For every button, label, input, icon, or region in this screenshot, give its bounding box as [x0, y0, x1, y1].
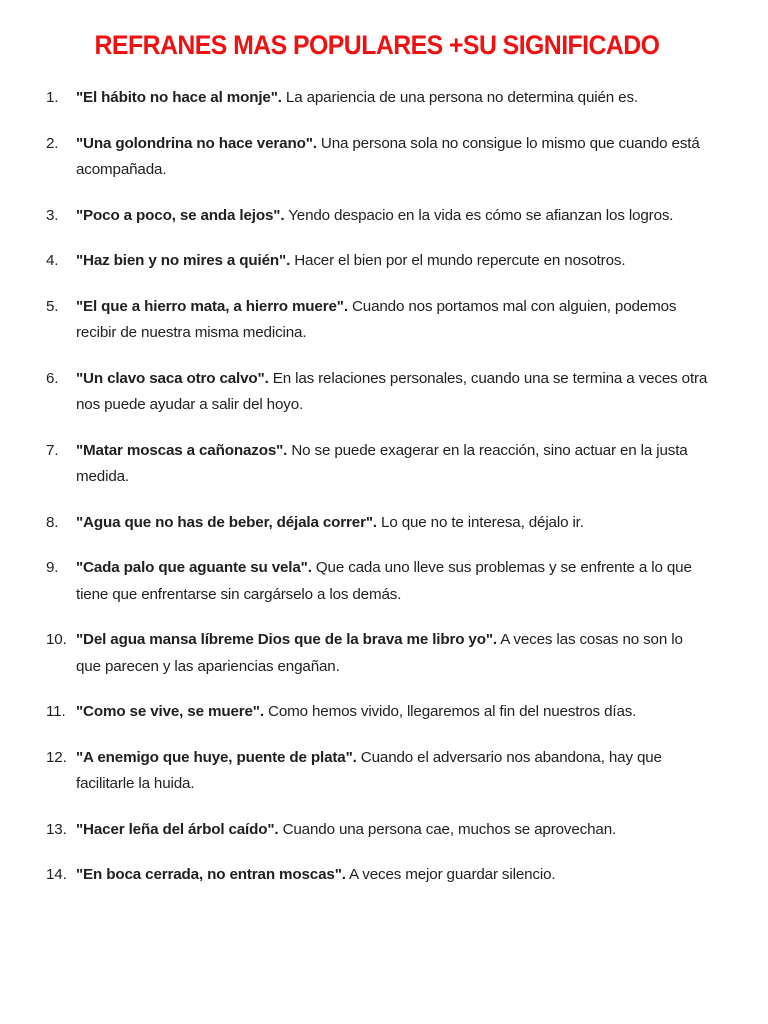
saying-text: "A enemigo que huye, puente de plata". — [76, 748, 357, 766]
meaning-text: Lo que no te interesa, déjalo ir. — [376, 513, 584, 531]
meaning-text: En las relaciones personales, cuando una se termina a veces otra nos puede ayudar a salir del hoyo. — [76, 369, 708, 413]
item-number: 10. — [46, 631, 67, 648]
item-number: 11. — [46, 703, 66, 720]
list-item — [46, 745, 708, 798]
saying-text: "Una golondrina no hace verano". — [76, 134, 317, 152]
saying-text: "En boca cerrada, no entran moscas". — [76, 866, 346, 883]
item-number: 4. — [46, 252, 59, 269]
saying-text: "Agua que no has de beber, déjala correr". — [76, 513, 377, 531]
list-item — [46, 203, 708, 230]
meaning-text: Yendo despacio en la vida es cómo se afianzan los logros. — [284, 206, 674, 224]
saying-text: "Matar moscas a cañonazos". — [76, 441, 288, 459]
saying-text: "Cada palo que aguante su vela". — [76, 559, 312, 576]
list-item — [46, 699, 708, 726]
meaning-text: Que cada uno lleve sus problemas y se enfrente a lo que tiene que enfrentarse sin cargárselo a los demás. — [76, 559, 692, 603]
item-number: 1. — [46, 89, 59, 106]
saying-text: "Haz bien y no mires a quién". — [76, 252, 291, 269]
sayings-list — [46, 85, 708, 889]
list-item — [46, 366, 708, 419]
saying-text: "Del agua mansa líbreme Dios que de la brava me libro yo". — [76, 631, 497, 648]
meaning-text: No se puede exagerar en la reacción, sino actuar en la justa medida. — [76, 441, 688, 485]
saying-text: "Un clavo saca otro calvo". — [76, 369, 269, 387]
list-item — [46, 85, 708, 112]
meaning-text: Una persona sola no consigue lo mismo que cuando está acompañada. — [76, 134, 700, 178]
item-number: 2. — [46, 134, 59, 152]
item-number: 5. — [46, 297, 59, 315]
meaning-text: A veces mejor guardar silencio. — [345, 866, 556, 883]
list-item — [46, 817, 708, 844]
meaning-text: Hacer el bien por el mundo repercute en nosotros. — [290, 252, 626, 269]
meaning-text: Como hemos vivido, llegaremos al fin del nuestros días. — [263, 703, 637, 720]
meaning-text: Cuando nos portamos mal con alguien, podemos recibir de nuestra misma medicina. — [76, 297, 677, 341]
meaning-text: Cuando el adversario nos abandona, hay que facilitarle la huida. — [76, 748, 662, 792]
list-item — [46, 510, 708, 537]
saying-text: "El hábito no hace al monje". — [76, 89, 282, 106]
list-item — [46, 131, 708, 184]
list-item — [46, 248, 708, 275]
item-number: 12. — [46, 748, 67, 766]
meaning-text: Cuando una persona cae, muchos se aprovechan. — [278, 820, 617, 838]
list-item — [46, 294, 708, 347]
meaning-text: A veces las cosas no son lo que parecen y las apariencias engañan. — [76, 631, 683, 675]
item-number: 6. — [46, 369, 59, 387]
item-number: 8. — [46, 513, 59, 531]
item-number: 7. — [46, 441, 59, 459]
saying-text: "Poco a poco, se anda lejos". — [76, 206, 285, 224]
list-item — [46, 555, 708, 608]
item-number: 13. — [46, 820, 67, 838]
saying-text: "Hacer leña del árbol caído". — [76, 820, 279, 838]
item-number: 9. — [46, 559, 59, 576]
list-item — [46, 438, 708, 491]
list-item — [46, 862, 708, 889]
item-number: 14. — [46, 866, 67, 883]
item-number: 3. — [46, 206, 59, 224]
saying-text: "El que a hierro mata, a hierro muere". — [76, 297, 348, 315]
saying-text: "Como se vive, se muere". — [76, 703, 264, 720]
page-title: REFRANES MAS POPULARES +SU SIGNIFICADO — [94, 30, 660, 60]
list-item — [46, 627, 708, 680]
meaning-text: La apariencia de una persona no determina quién es. — [281, 89, 638, 106]
